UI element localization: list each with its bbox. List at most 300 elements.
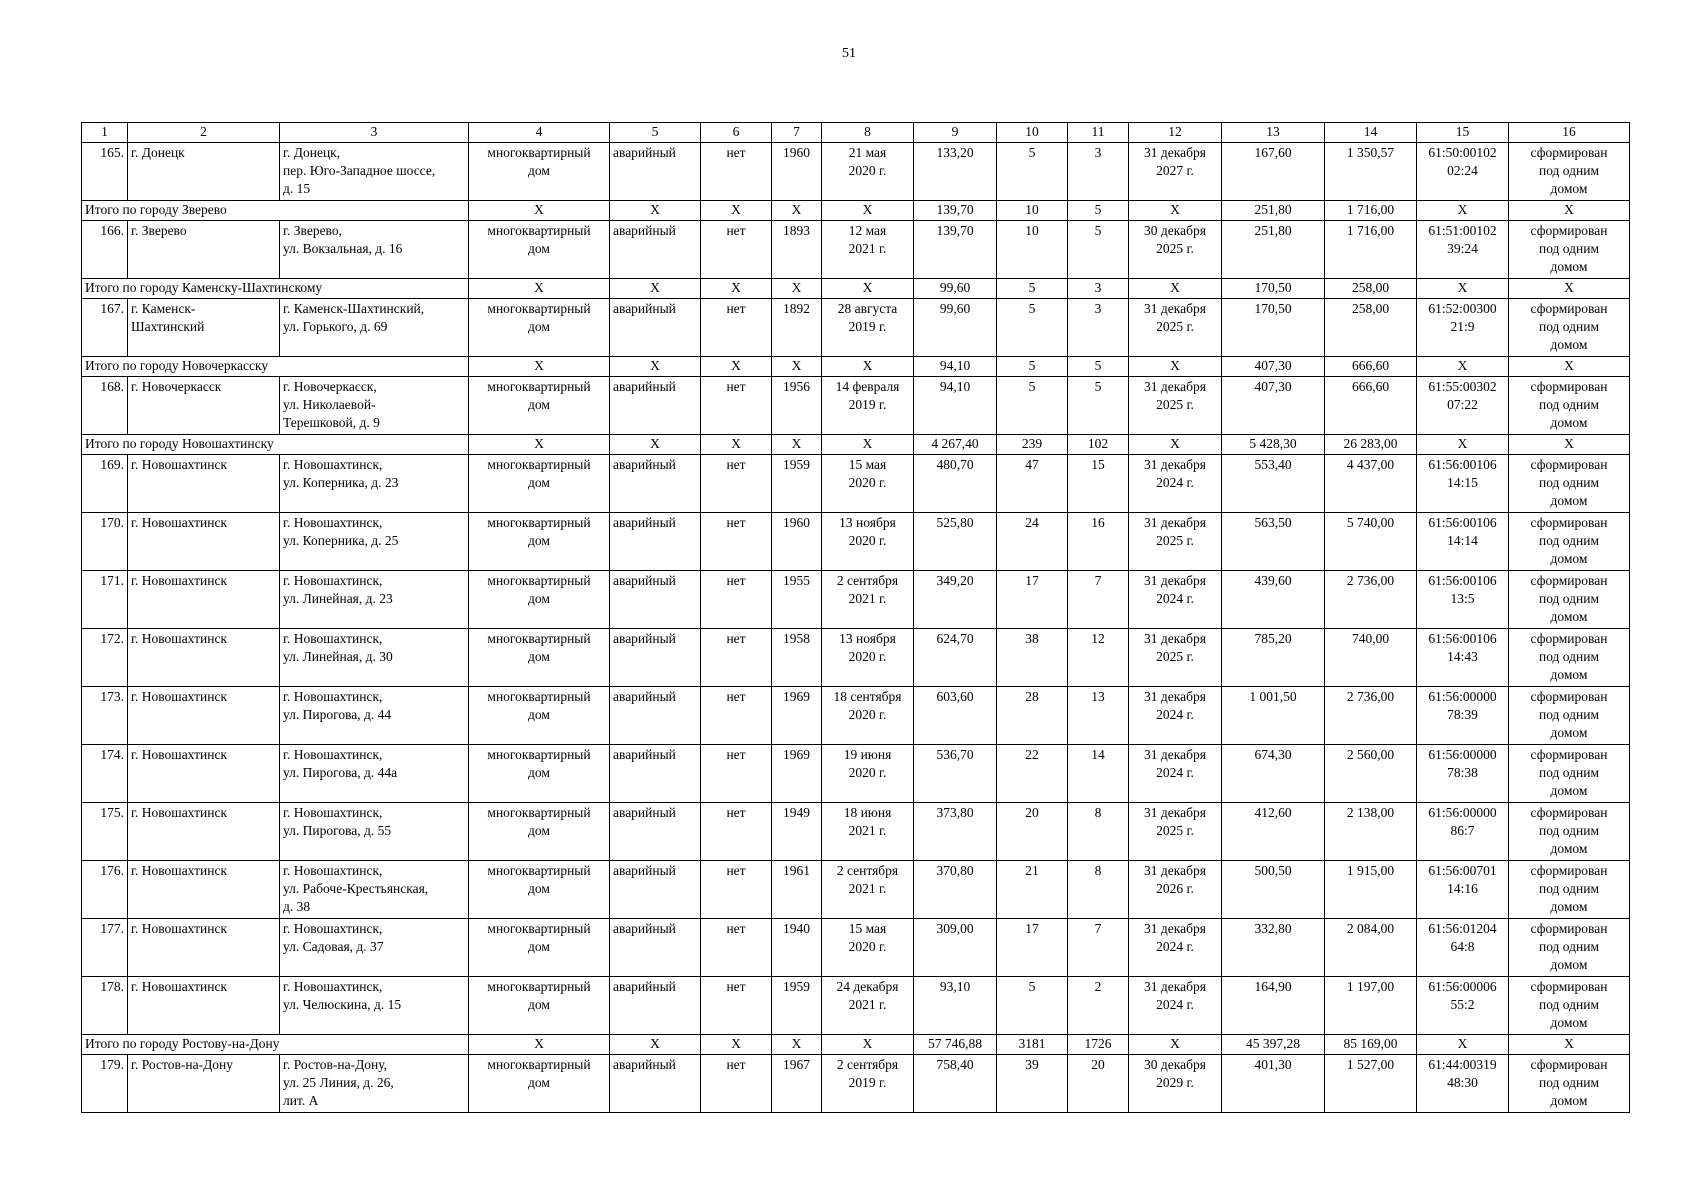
table-cell: г. Новошахтинск, ул. Пирогова, д. 44 — [280, 687, 469, 745]
table-cell: 31 декабря 2024 г. — [1129, 687, 1222, 745]
table-cell: 21 мая 2020 г. — [822, 143, 914, 201]
table-row — [82, 977, 1630, 1035]
table-cell: 1961 — [772, 861, 822, 919]
subtotal-cell: X — [701, 279, 772, 299]
table-cell: 167,60 — [1222, 143, 1325, 201]
table-cell: 169. — [82, 455, 128, 513]
subtotal-cell: X — [1129, 201, 1222, 221]
table-cell: 168. — [82, 377, 128, 435]
subtotal-cell: 3181 — [997, 1035, 1068, 1055]
table-cell: г. Новошахтинск, ул. Садовая, д. 37 — [280, 919, 469, 977]
table-cell: г. Донецк, пер. Юго-Западное шоссе, д. 15 — [280, 143, 469, 201]
table-container — [81, 122, 1630, 1113]
table-cell: 1956 — [772, 377, 822, 435]
subtotal-cell: 239 — [997, 435, 1068, 455]
subtotal-cell: 170,50 — [1222, 279, 1325, 299]
table-cell: 20 — [997, 803, 1068, 861]
table-cell: 94,10 — [914, 377, 997, 435]
table-cell: 14 — [1068, 745, 1129, 803]
subtotal-cell: 1 716,00 — [1325, 201, 1417, 221]
table-cell: аварийный — [610, 513, 701, 571]
table-cell: 14 февраля 2019 г. — [822, 377, 914, 435]
table-cell: 61:52:00300 21:9 — [1417, 299, 1509, 357]
subtotal-cell: X — [701, 435, 772, 455]
table-cell: многоквартирный дом — [469, 571, 610, 629]
table-cell: 133,20 — [914, 143, 997, 201]
subtotal-cell: X — [772, 1035, 822, 1055]
table-cell: 31 декабря 2024 г. — [1129, 455, 1222, 513]
table-cell: 13 — [1068, 687, 1129, 745]
subtotal-label: Итого по городу Ростову-на-Дону — [82, 1035, 469, 1055]
column-number-cell: 13 — [1222, 123, 1325, 143]
table-cell: аварийный — [610, 571, 701, 629]
table-cell: 19 июня 2020 г. — [822, 745, 914, 803]
table-cell: 5 740,00 — [1325, 513, 1417, 571]
table-cell: 17 — [997, 919, 1068, 977]
table-row — [82, 745, 1630, 803]
table-cell: многоквартирный дом — [469, 455, 610, 513]
table-cell: сформирован под одним домом — [1509, 377, 1630, 435]
table-cell: г. Новошахтинск, ул. Коперника, д. 23 — [280, 455, 469, 513]
table-cell: 1 915,00 — [1325, 861, 1417, 919]
column-number-cell: 10 — [997, 123, 1068, 143]
table-cell: 47 — [997, 455, 1068, 513]
subtotal-cell: X — [1417, 357, 1509, 377]
table-cell: 373,80 — [914, 803, 997, 861]
table-cell: 758,40 — [914, 1055, 997, 1113]
table-row — [82, 455, 1630, 513]
table-cell: 31 декабря 2024 г. — [1129, 745, 1222, 803]
table-cell: 2 сентября 2021 г. — [822, 571, 914, 629]
subtotal-cell: 26 283,00 — [1325, 435, 1417, 455]
table-cell: 1955 — [772, 571, 822, 629]
column-number-cell: 7 — [772, 123, 822, 143]
table-cell: многоквартирный дом — [469, 803, 610, 861]
table-cell: многоквартирный дом — [469, 143, 610, 201]
table-cell: сформирован под одним домом — [1509, 745, 1630, 803]
column-number-cell: 3 — [280, 123, 469, 143]
subtotal-label: Итого по городу Новочеркасску — [82, 357, 469, 377]
table-cell: 7 — [1068, 919, 1129, 977]
subtotal-cell: X — [1509, 201, 1630, 221]
table-cell: аварийный — [610, 455, 701, 513]
table-cell: г. Новошахтинск — [128, 513, 280, 571]
table-cell: 1960 — [772, 513, 822, 571]
table-cell: сформирован под одним домом — [1509, 221, 1630, 279]
table-cell: 18 июня 2021 г. — [822, 803, 914, 861]
table-cell: нет — [701, 1055, 772, 1113]
table-cell: г. Каменск- Шахтинский — [128, 299, 280, 357]
subtotal-row — [82, 357, 1630, 377]
table-cell: сформирован под одним домом — [1509, 803, 1630, 861]
table-cell: 251,80 — [1222, 221, 1325, 279]
table-cell: аварийный — [610, 803, 701, 861]
table-cell: г. Новошахтинск, ул. Челюскина, д. 15 — [280, 977, 469, 1035]
table-cell: многоквартирный дом — [469, 919, 610, 977]
table-row — [82, 687, 1630, 745]
subtotal-cell: X — [1417, 201, 1509, 221]
table-cell: 740,00 — [1325, 629, 1417, 687]
table-cell: 1969 — [772, 745, 822, 803]
subtotal-cell: X — [610, 1035, 701, 1055]
table-cell: 24 декабря 2021 г. — [822, 977, 914, 1035]
table-cell: 5 — [1068, 377, 1129, 435]
table-cell: 28 — [997, 687, 1068, 745]
table-cell: сформирован под одним домом — [1509, 977, 1630, 1035]
column-number-cell: 4 — [469, 123, 610, 143]
table-cell: 139,70 — [914, 221, 997, 279]
table-cell: г. Новошахтинск, ул. Линейная, д. 23 — [280, 571, 469, 629]
subtotal-row — [82, 201, 1630, 221]
table-cell: 178. — [82, 977, 128, 1035]
table-cell: нет — [701, 143, 772, 201]
page-number: 51 — [842, 46, 856, 61]
table-cell: 309,00 — [914, 919, 997, 977]
subtotal-cell: X — [1129, 279, 1222, 299]
table-cell: многоквартирный дом — [469, 745, 610, 803]
table-cell: 480,70 — [914, 455, 997, 513]
table-cell: г. Новошахтинск — [128, 977, 280, 1035]
table-cell: 20 — [1068, 1055, 1129, 1113]
subtotal-cell: X — [610, 357, 701, 377]
table-cell: 8 — [1068, 861, 1129, 919]
subtotal-cell: X — [1129, 435, 1222, 455]
table-row — [82, 377, 1630, 435]
table-cell: г. Новошахтинск, ул. Коперника, д. 25 — [280, 513, 469, 571]
table-cell: многоквартирный дом — [469, 221, 610, 279]
table-cell: 15 мая 2020 г. — [822, 455, 914, 513]
subtotal-cell: X — [822, 201, 914, 221]
table-cell: 525,80 — [914, 513, 997, 571]
table-cell: 30 декабря 2025 г. — [1129, 221, 1222, 279]
subtotal-cell: X — [610, 201, 701, 221]
table-cell: 12 мая 2021 г. — [822, 221, 914, 279]
table-cell: 175. — [82, 803, 128, 861]
table-cell: 13 ноября 2020 г. — [822, 513, 914, 571]
subtotal-cell: 45 397,28 — [1222, 1035, 1325, 1055]
subtotal-row — [82, 435, 1630, 455]
table-cell: аварийный — [610, 143, 701, 201]
table-cell: 349,20 — [914, 571, 997, 629]
subtotal-row — [82, 279, 1630, 299]
table-body — [82, 123, 1630, 1113]
subtotal-cell: X — [822, 1035, 914, 1055]
table-cell: нет — [701, 919, 772, 977]
column-number-cell: 5 — [610, 123, 701, 143]
table-cell: 412,60 — [1222, 803, 1325, 861]
table-cell: 31 декабря 2025 г. — [1129, 513, 1222, 571]
subtotal-cell: 5 — [997, 357, 1068, 377]
table-cell: 8 — [1068, 803, 1129, 861]
table-cell: г. Новошахтинск, ул. Рабоче-Крестьянская, д. 38 — [280, 861, 469, 919]
table-cell: г. Новошахтинск — [128, 803, 280, 861]
table-cell: 1959 — [772, 455, 822, 513]
table-cell: 18 сентября 2020 г. — [822, 687, 914, 745]
table-cell: 2 138,00 — [1325, 803, 1417, 861]
subtotal-cell: X — [1509, 435, 1630, 455]
subtotal-cell: X — [1417, 435, 1509, 455]
subtotal-cell: X — [1509, 357, 1630, 377]
subtotal-cell: 3 — [1068, 279, 1129, 299]
subtotal-cell: X — [1417, 1035, 1509, 1055]
table-cell: 176. — [82, 861, 128, 919]
table-cell: 31 декабря 2027 г. — [1129, 143, 1222, 201]
table-row — [82, 299, 1630, 357]
table-cell: нет — [701, 861, 772, 919]
subtotal-cell: 5 — [997, 279, 1068, 299]
subtotal-cell: 85 169,00 — [1325, 1035, 1417, 1055]
table-cell: 674,30 — [1222, 745, 1325, 803]
table-row — [82, 143, 1630, 201]
table-cell: 22 — [997, 745, 1068, 803]
table-cell: сформирован под одним домом — [1509, 571, 1630, 629]
table-cell: 785,20 — [1222, 629, 1325, 687]
table-cell: 1960 — [772, 143, 822, 201]
table-cell: 28 августа 2019 г. — [822, 299, 914, 357]
table-cell: 170. — [82, 513, 128, 571]
table-cell: 173. — [82, 687, 128, 745]
table-row — [82, 629, 1630, 687]
table-cell: аварийный — [610, 919, 701, 977]
table-cell: многоквартирный дом — [469, 377, 610, 435]
table-cell: 31 декабря 2025 г. — [1129, 299, 1222, 357]
table-cell: 165. — [82, 143, 128, 201]
table-cell: 24 — [997, 513, 1068, 571]
table-cell: 177. — [82, 919, 128, 977]
table-cell: 332,80 — [1222, 919, 1325, 977]
table-cell: аварийный — [610, 377, 701, 435]
table-cell: 1967 — [772, 1055, 822, 1113]
table-cell: 1969 — [772, 687, 822, 745]
subtotal-cell: X — [822, 357, 914, 377]
table-cell: 1 350,57 — [1325, 143, 1417, 201]
subtotal-cell: X — [772, 201, 822, 221]
table-cell: нет — [701, 745, 772, 803]
table-cell: 172. — [82, 629, 128, 687]
table-cell: 61:56:00106 14:15 — [1417, 455, 1509, 513]
table-row — [82, 919, 1630, 977]
table-cell: 10 — [997, 221, 1068, 279]
column-number-cell: 2 — [128, 123, 280, 143]
subtotal-cell: X — [1129, 357, 1222, 377]
table-cell: 407,30 — [1222, 377, 1325, 435]
table-cell: 171. — [82, 571, 128, 629]
subtotal-cell: 1726 — [1068, 1035, 1129, 1055]
subtotal-cell: X — [610, 435, 701, 455]
table-cell: 61:50:00102 02:24 — [1417, 143, 1509, 201]
subtotal-label: Итого по городу Зверево — [82, 201, 469, 221]
table-cell: 2 — [1068, 977, 1129, 1035]
table-cell: 1 527,00 — [1325, 1055, 1417, 1113]
table-cell: нет — [701, 221, 772, 279]
table-cell: 21 — [997, 861, 1068, 919]
subtotal-cell: X — [469, 357, 610, 377]
subtotal-cell: X — [1509, 1035, 1630, 1055]
table-cell: аварийный — [610, 1055, 701, 1113]
table-cell: 31 декабря 2024 г. — [1129, 919, 1222, 977]
table-cell: 61:56:00000 86:7 — [1417, 803, 1509, 861]
subtotal-cell: X — [1509, 279, 1630, 299]
table-cell: 5 — [997, 299, 1068, 357]
table-cell: г. Новошахтинск — [128, 687, 280, 745]
table-cell: сформирован под одним домом — [1509, 919, 1630, 977]
table-cell: сформирован под одним домом — [1509, 861, 1630, 919]
data-table — [81, 122, 1630, 1113]
table-row — [82, 221, 1630, 279]
table-cell: 13 ноября 2020 г. — [822, 629, 914, 687]
table-cell: 5 — [997, 143, 1068, 201]
subtotal-cell: X — [469, 279, 610, 299]
table-cell: г. Каменск-Шахтинский, ул. Горького, д. 69 — [280, 299, 469, 357]
table-cell: 16 — [1068, 513, 1129, 571]
table-cell: 3 — [1068, 143, 1129, 201]
table-cell: 2 560,00 — [1325, 745, 1417, 803]
subtotal-row — [82, 1035, 1630, 1055]
table-cell: 61:44:00319 48:30 — [1417, 1055, 1509, 1113]
subtotal-cell: 94,10 — [914, 357, 997, 377]
table-cell: 1893 — [772, 221, 822, 279]
table-cell: сформирован под одним домом — [1509, 143, 1630, 201]
subtotal-cell: 102 — [1068, 435, 1129, 455]
table-cell: многоквартирный дом — [469, 861, 610, 919]
table-cell: сформирован под одним домом — [1509, 629, 1630, 687]
table-cell: г. Новочеркасск, ул. Николаевой- Терешковой, д. 9 — [280, 377, 469, 435]
subtotal-label: Итого по городу Каменску-Шахтинскому — [82, 279, 469, 299]
table-cell: сформирован под одним домом — [1509, 455, 1630, 513]
subtotal-cell: X — [469, 201, 610, 221]
table-cell: 31 декабря 2025 г. — [1129, 629, 1222, 687]
column-number-cell: 15 — [1417, 123, 1509, 143]
table-cell: 666,60 — [1325, 377, 1417, 435]
table-cell: аварийный — [610, 977, 701, 1035]
table-cell: аварийный — [610, 629, 701, 687]
table-cell: 167. — [82, 299, 128, 357]
table-cell: 1892 — [772, 299, 822, 357]
table-cell: многоквартирный дом — [469, 513, 610, 571]
table-cell: нет — [701, 629, 772, 687]
table-cell: 5 — [997, 977, 1068, 1035]
subtotal-cell: 407,30 — [1222, 357, 1325, 377]
table-cell: аварийный — [610, 299, 701, 357]
subtotal-cell: 4 267,40 — [914, 435, 997, 455]
table-cell: г. Новошахтинск — [128, 861, 280, 919]
column-number-cell: 8 — [822, 123, 914, 143]
table-cell: 4 437,00 — [1325, 455, 1417, 513]
subtotal-cell: X — [1417, 279, 1509, 299]
table-cell: 439,60 — [1222, 571, 1325, 629]
table-cell: нет — [701, 377, 772, 435]
table-cell: 174. — [82, 745, 128, 803]
subtotal-cell: X — [822, 279, 914, 299]
subtotal-cell: X — [772, 279, 822, 299]
table-cell: многоквартирный дом — [469, 299, 610, 357]
table-cell: 15 — [1068, 455, 1129, 513]
column-number-cell: 14 — [1325, 123, 1417, 143]
subtotal-cell: X — [610, 279, 701, 299]
table-cell: сформирован под одним домом — [1509, 687, 1630, 745]
table-cell: 164,90 — [1222, 977, 1325, 1035]
subtotal-cell: X — [772, 357, 822, 377]
table-cell: 179. — [82, 1055, 128, 1113]
table-cell: 15 мая 2020 г. — [822, 919, 914, 977]
table-cell: 166. — [82, 221, 128, 279]
table-cell: аварийный — [610, 221, 701, 279]
subtotal-cell: 5 — [1068, 201, 1129, 221]
subtotal-cell: 5 428,30 — [1222, 435, 1325, 455]
table-cell: 5 — [1068, 221, 1129, 279]
table-cell: 5 — [997, 377, 1068, 435]
table-cell: г. Новошахтинск — [128, 745, 280, 803]
table-cell: 624,70 — [914, 629, 997, 687]
table-cell: г. Донецк — [128, 143, 280, 201]
table-cell: 536,70 — [914, 745, 997, 803]
table-cell: нет — [701, 513, 772, 571]
table-cell: 39 — [997, 1055, 1068, 1113]
column-number-cell: 12 — [1129, 123, 1222, 143]
table-cell: 38 — [997, 629, 1068, 687]
table-cell: 61:51:00102 39:24 — [1417, 221, 1509, 279]
subtotal-cell: X — [469, 435, 610, 455]
table-cell: 61:56:00106 13:5 — [1417, 571, 1509, 629]
subtotal-cell: X — [469, 1035, 610, 1055]
table-cell: 61:56:00106 14:43 — [1417, 629, 1509, 687]
column-number-cell: 9 — [914, 123, 997, 143]
table-cell: 500,50 — [1222, 861, 1325, 919]
table-cell: 61:55:00302 07:22 — [1417, 377, 1509, 435]
table-cell: нет — [701, 977, 772, 1035]
table-cell: 2 736,00 — [1325, 571, 1417, 629]
subtotal-cell: 57 746,88 — [914, 1035, 997, 1055]
table-cell: 1958 — [772, 629, 822, 687]
table-cell: нет — [701, 455, 772, 513]
table-cell: сформирован под одним домом — [1509, 1055, 1630, 1113]
column-number-cell: 11 — [1068, 123, 1129, 143]
table-cell: сформирован под одним домом — [1509, 513, 1630, 571]
table-cell: 31 декабря 2024 г. — [1129, 977, 1222, 1035]
subtotal-cell: X — [772, 435, 822, 455]
table-cell: 1959 — [772, 977, 822, 1035]
subtotal-cell: X — [701, 1035, 772, 1055]
subtotal-label: Итого по городу Новошахтинску — [82, 435, 469, 455]
table-cell: 603,60 — [914, 687, 997, 745]
subtotal-cell: 5 — [1068, 357, 1129, 377]
table-cell: многоквартирный дом — [469, 1055, 610, 1113]
table-cell: г. Новошахтинск, ул. Пирогова, д. 55 — [280, 803, 469, 861]
table-cell: г. Новошахтинск, ул. Пирогова, д. 44а — [280, 745, 469, 803]
table-row — [82, 1055, 1630, 1113]
table-cell: г. Новошахтинск — [128, 919, 280, 977]
table-cell: 61:56:00000 78:39 — [1417, 687, 1509, 745]
column-number-row — [82, 123, 1630, 143]
subtotal-cell: X — [701, 201, 772, 221]
table-row — [82, 803, 1630, 861]
table-cell: аварийный — [610, 861, 701, 919]
table-cell: 2 084,00 — [1325, 919, 1417, 977]
table-cell: многоквартирный дом — [469, 629, 610, 687]
table-cell: 2 736,00 — [1325, 687, 1417, 745]
table-cell: 2 сентября 2021 г. — [822, 861, 914, 919]
column-number-cell: 16 — [1509, 123, 1630, 143]
column-number-cell: 1 — [82, 123, 128, 143]
table-row — [82, 861, 1630, 919]
table-cell: г. Ростов-на-Дону, ул. 25 Линия, д. 26, лит. А — [280, 1055, 469, 1113]
table-cell: аварийный — [610, 687, 701, 745]
table-cell: нет — [701, 803, 772, 861]
subtotal-cell: X — [822, 435, 914, 455]
table-cell: многоквартирный дом — [469, 687, 610, 745]
table-cell: аварийный — [610, 745, 701, 803]
table-cell: г. Зверево — [128, 221, 280, 279]
